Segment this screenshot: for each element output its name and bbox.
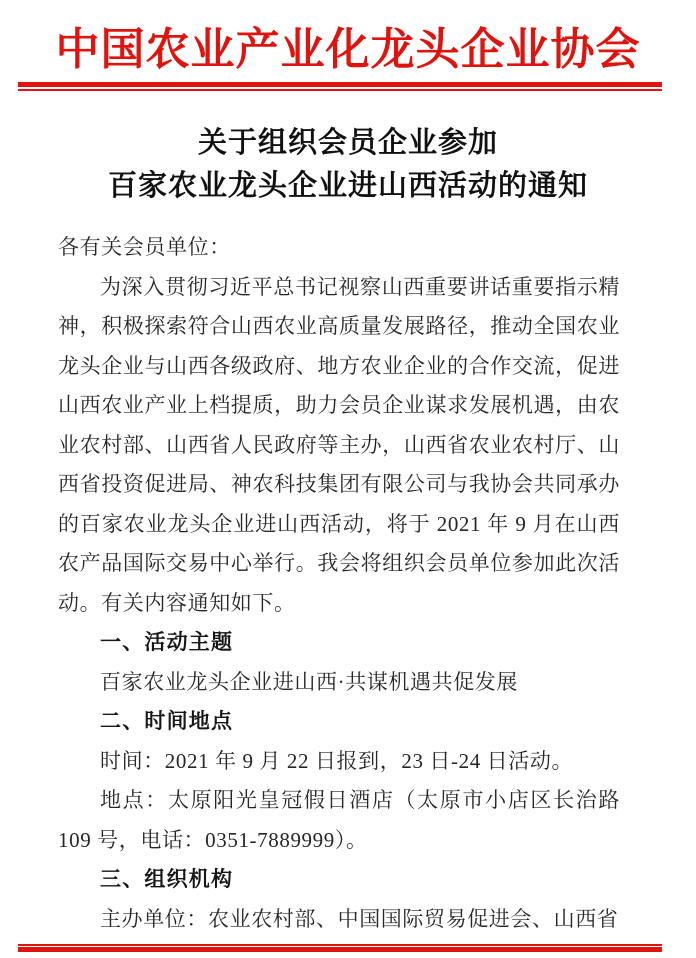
section-2-location-text: 地点：太原阳光皇冠假日酒店（太原市小店区长治路 109 号，电话：0351-7889999）。 bbox=[58, 788, 620, 852]
section-1-theme-text: 百家农业龙头企业进山西·共谋机遇共促发展 bbox=[100, 669, 518, 694]
salutation: 各有关会员单位： bbox=[58, 235, 231, 259]
document-title-line-2: 百家农业龙头企业进山西活动的通知 bbox=[107, 170, 588, 202]
document-title-line-1: 关于组织会员企业参加 bbox=[197, 127, 498, 159]
intro-paragraph: 为深入贯彻习近平总书记视察山西重要讲话重要指示精神，积极探索符合山西农业高质量发展路径，推动全国农业龙头企业与山西各级政府、地方农业企业的合作交流，促进山西农业产业上档提质，助力会员企业谋求发展机遇，由农业农村部、山西省人民政府等主办，山西省农业农村厅、山西省投资促进局、神农科技集团有限公司与我协会共同承办的百家农业龙头企业进山西活动，将于 2021 年 9 月在山西农产品国际交易中心举行。我会将组织会员单位参加此次活动。有关内容通知如下。 bbox=[58, 274, 620, 615]
section-1-heading: 一、活动主题 bbox=[100, 631, 234, 654]
document-title bbox=[0, 122, 696, 208]
divider-thick-bar bbox=[18, 82, 662, 87]
section-2-time-text: 时间：2021 年 9 月 22 日报到，23 日-24 日活动。 bbox=[100, 748, 574, 773]
section-3-organizers-text: 主办单位：农业农村部、中国国际贸易促进会、山西省 bbox=[100, 906, 619, 931]
document-body bbox=[58, 228, 620, 939]
letterhead-org-name: 中国农业产业化龙头企业协会 bbox=[55, 25, 641, 74]
section-2-heading: 二、时间地点 bbox=[100, 710, 234, 733]
letterhead bbox=[0, 0, 696, 91]
footer-thick-bar bbox=[18, 947, 662, 952]
divider-thin-bar bbox=[18, 89, 662, 91]
letterhead-divider bbox=[18, 82, 662, 91]
section-3-heading: 三、组织机构 bbox=[100, 868, 234, 891]
footer-divider bbox=[18, 944, 662, 952]
footer-thin-bar bbox=[18, 944, 662, 946]
